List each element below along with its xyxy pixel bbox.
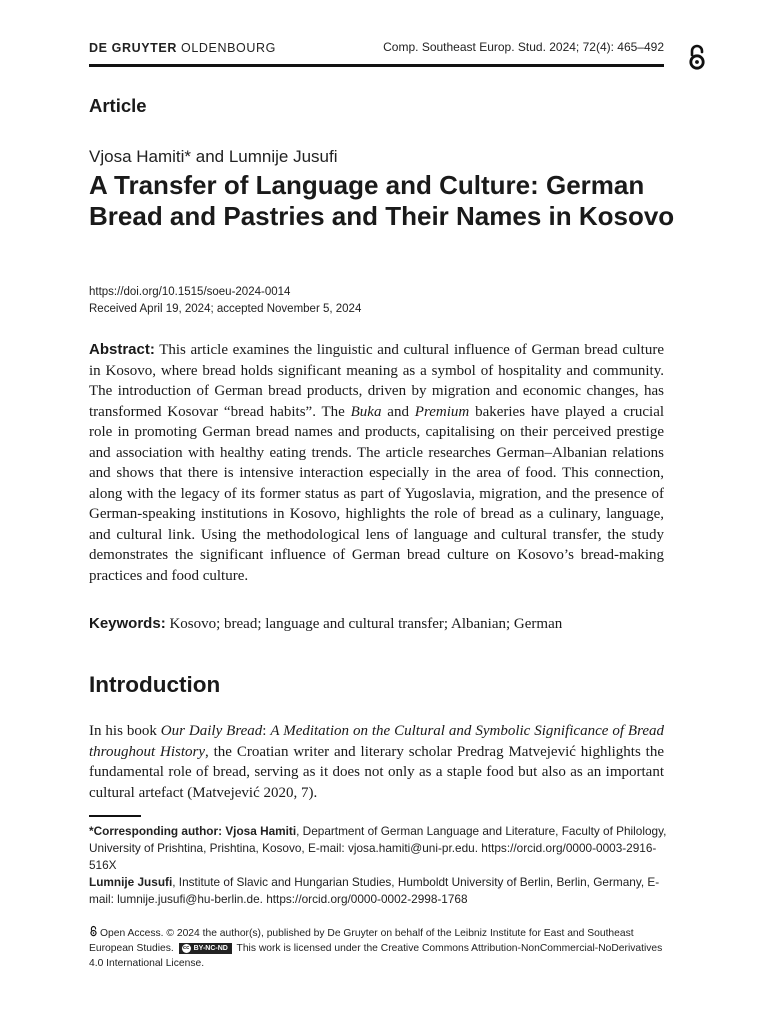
- received-dates: Received April 19, 2024; accepted November 5, 2024: [89, 303, 362, 315]
- abstract-label: Abstract:: [89, 341, 155, 358]
- intro-text-3: , the Croatian writer and literary scholar Predrag Matvejević highlights the fundamental role of bread, serving as it does not only as a staple food but also as an important cultural artefact (Matvejević 2020, 7).: [89, 743, 664, 801]
- second-author-name: Lumnije Jusufi: [89, 875, 173, 889]
- keywords-label: Keywords:: [89, 615, 166, 632]
- publisher-bold: DE GRUYTER: [89, 41, 177, 55]
- article-metadata: [89, 284, 361, 318]
- author-list: Vjosa Hamiti* and Lumnije Jusufi: [89, 147, 338, 166]
- corresponding-author-affiliation: , Department of German Language and Literature, Faculty of Philology, University of Prishtina, Prishtina, Kosovo, E-mail: vjosa.hamiti@uni-pr.edu. https://orcid.org/0000-0003-2916-516X: [89, 824, 667, 872]
- journal-citation: Comp. Southeast Europ. Stud. 2024; 72(4): 465–492: [383, 40, 664, 54]
- keywords-text: Kosovo; bread; language and cultural transfer; Albanian; German: [169, 616, 563, 632]
- license-notice: [89, 925, 667, 971]
- cc-license-badge[interactable]: [179, 943, 232, 954]
- intro-book-title: Our Daily Bread: [160, 723, 263, 739]
- article-title: A Transfer of Language and Culture: German Bread and Pastries and Their Names in Kosovo: [89, 170, 675, 231]
- abstract: [89, 340, 664, 586]
- header-rule: [89, 64, 664, 67]
- second-author-affiliation: , Institute of Slavic and Hungarian Studies, Humboldt University of Berlin, Berlin, Germany, E-mail: lumnije.jusufi@hu-berlin.de. https://orcid.org/0000-0002-2998-1768: [89, 875, 660, 906]
- abstract-text-1: This article examines the linguistic and cultural influence of German bread culture in Kosovo, where bread holds significant meaning as a symbol of hospitality and community. The introduction of German bread products, driven by migration and economic changes, has transformed Kosovar “bread habits”. The: [89, 342, 664, 420]
- cc-badge-label: BY-NC-ND: [193, 944, 228, 952]
- introduction-paragraph: [89, 721, 664, 803]
- footnote-second-author: [89, 874, 667, 908]
- publisher-imprint: OLDENBOURG: [181, 41, 276, 55]
- abstract-text-2: and: [387, 403, 409, 420]
- publisher-name: [89, 41, 276, 55]
- abstract-italic-premium: Premium: [414, 403, 470, 420]
- section-heading-introduction: Introduction: [89, 672, 221, 697]
- intro-text-2: :: [262, 723, 267, 739]
- intro-text-1: In his book: [89, 723, 157, 739]
- footnote-rule: [89, 815, 141, 817]
- abstract-italic-buka: Buka: [350, 403, 382, 420]
- footnote-corresponding-author: [89, 823, 667, 874]
- license-text-1: Open Access. © 2024 the author(s), published by De Gruyter on behalf of the Leibniz Institute for East and Southeast European Studies.: [89, 928, 634, 954]
- cc-icon: cc: [183, 944, 190, 951]
- open-access-icon: [686, 43, 708, 71]
- intro-book-subtitle: A Meditation on the Cultural and Symbolic Significance of Bread throughout History: [89, 723, 665, 760]
- doi-link[interactable]: https://doi.org/10.1515/soeu-2024-0014: [89, 286, 291, 298]
- article-type-label: Article: [89, 95, 147, 116]
- page-header: [89, 40, 664, 58]
- corresponding-author-name: *Corresponding author: Vjosa Hamiti: [89, 824, 297, 838]
- abstract-text-3: bakeries have played a crucial role in promoting German bread names and products, capitalising on their perceived prestige and association with healthy eating trends. The article researches German–Albanian relations and shows that there is intensive interaction especially in the area of food. This connection, along with the legacy of its former status as part of Yugoslavia, migration, and the presence of German-speaking institutions in Kosovo, highlights the role of bread as a culinary, language, and cultural link. Using the methodological lens of language and cultural transfer, the study demonstrates the significant influence of German bread culture on Kosovo’s bread-making practices and food culture.: [89, 403, 665, 584]
- keywords: [89, 614, 664, 634]
- open-access-small-icon: [89, 925, 98, 937]
- footnotes: [89, 823, 667, 908]
- license-text-2: This work is licensed under the Creative Commons Attribution-NonCommercial-NoDerivatives 4.0 International License.: [89, 943, 663, 969]
